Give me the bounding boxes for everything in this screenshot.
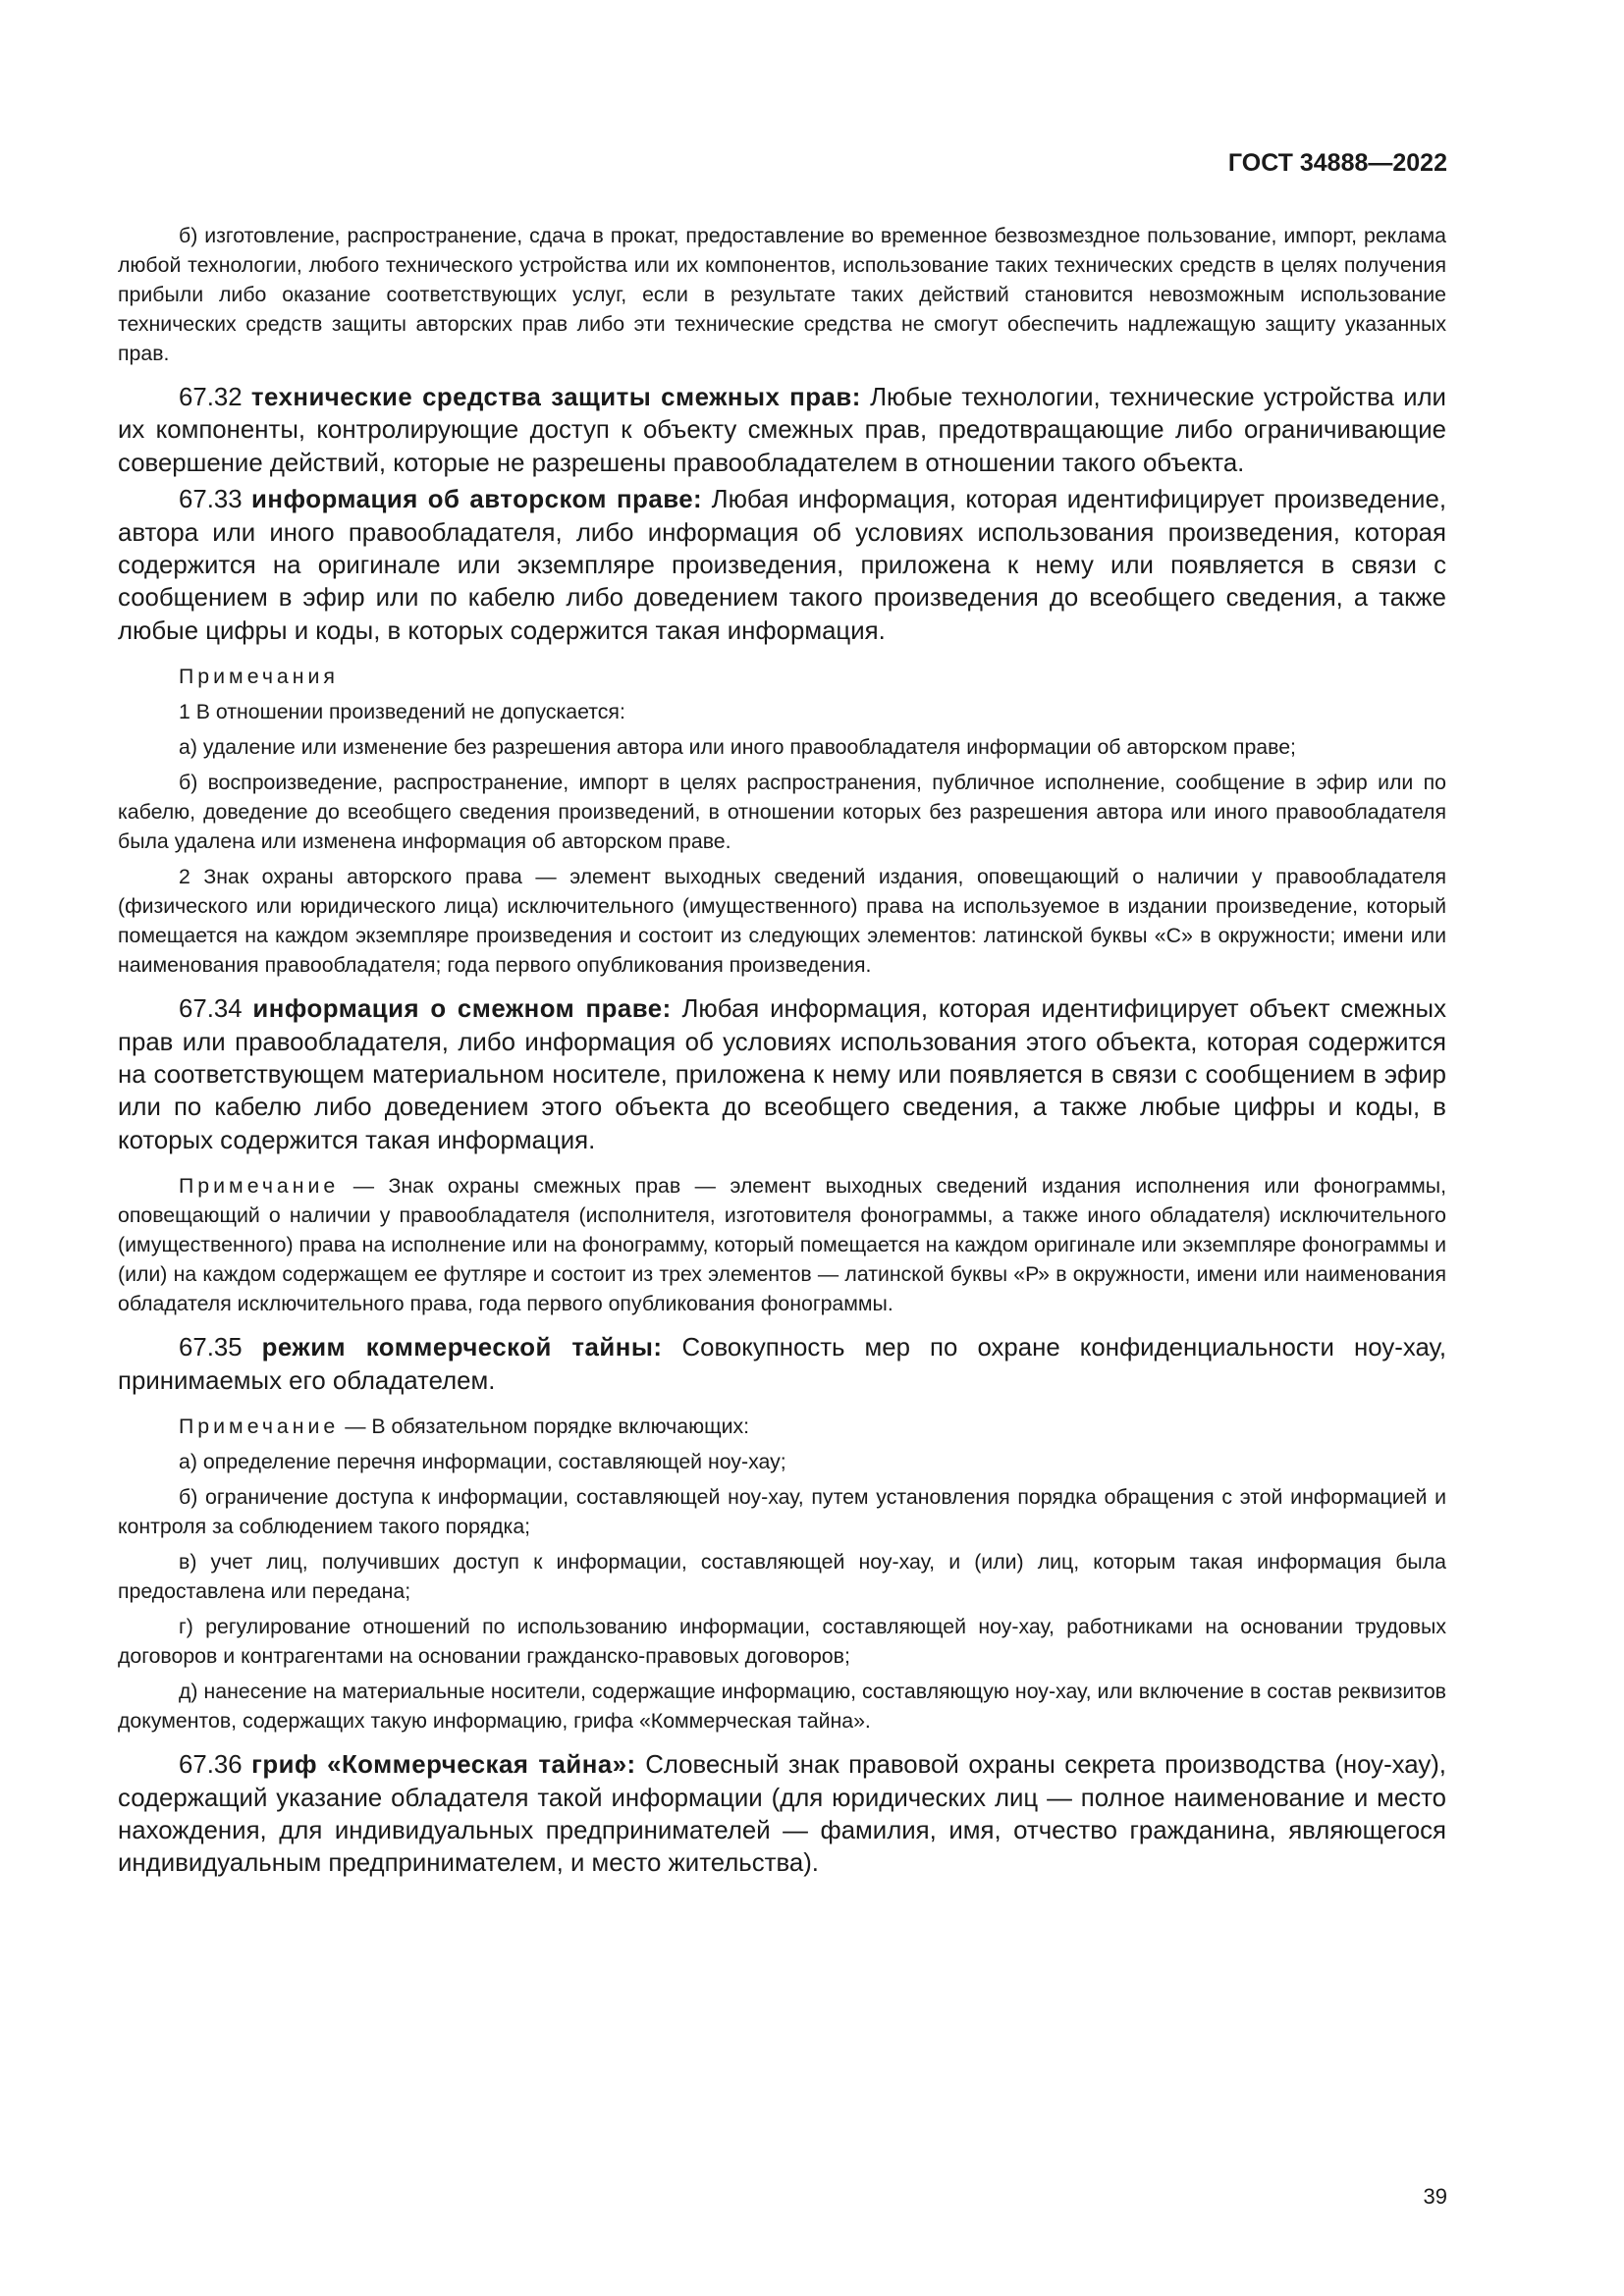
section-67-33 [118,484,1446,648]
note-1-item-b: б) воспроизведение, распространение, импорт в целях распространения, публичное исполнение, сообщение в эфир или по кабелю, доведение до всеобщего сведения произведений, в отношении которых без разрешения автора или иного правообладателя была удалена или изменена информация об авторском праве. [118,771,1446,854]
term-heading: режим коммерческой тайны: [261,1334,663,1362]
section-67-35 [118,1332,1446,1398]
section-number: 67.34 [179,995,253,1024]
term-heading: информация об авторском праве: [251,486,703,514]
definition-text: Любая информация, которая идентифицирует произведение, автора или иного правообладателя, либо информация об условиях использования произведения, которая содержится на оригинале или экземпляре произведения, приложена к нему или появляется в связи с сообщением в эфир или по кабелю либо доведением такого произведения до всеобщего сведения, а также любые цифры и коды, в которых содержится такая информация. [118,486,1446,645]
note-1: 1 В отношении произведений не допускается: [179,700,625,724]
list-item: в) учет лиц, получивших доступ к информации, составляющей ноу-хау, и (или) лиц, которым такая информация была предоставлена или передана; [118,1550,1446,1604]
note-67-35 [118,1412,1446,1441]
section-number: 67.35 [179,1334,262,1362]
note-text: — В обязательном порядке включающих: [339,1415,750,1439]
page-number: 39 [1423,2184,1447,2209]
document-body [118,221,1446,1885]
list-item: д) нанесение на материальные носители, содержащие информацию, составляющую ноу-хау, или включение в состав реквизитов документов, содержащих такую информацию, грифа «Коммерческая тайна». [118,1680,1446,1734]
term-heading: гриф «Коммерческая тайна»: [251,1751,636,1780]
list-item: г) регулирование отношений по использованию информации, составляющей ноу-хау, работниками на основании трудовых договоров и контрагентами на основании гражданско-правовых договоров; [118,1615,1446,1669]
section-number: 67.36 [179,1751,252,1780]
note-2: 2 Знак охраны авторского права — элемент выходных сведений издания, оповещающий о наличии у правообладателя (физического или юридического лица) исключительного (имущественного) права на используемое в издании произведение, который помещается на каждом экземпляре произведения и состоит из следующих элементов: латинской буквы «С» в окружности; имени или наименования правообладателя; года первого опубликования произведения. [118,865,1446,978]
definition-text: Совокупность мер по охране конфиденциальности ноу-хау, принимаемых его обладателем. [118,1334,1446,1395]
note-label: Примечание [179,1174,340,1199]
definition-text: Словесный знак правовой охраны секрета производства (ноу-хау), содержащий указание обладателя такой информации (для юридических лиц — полное наименование и место нахождения, для индивидуальных предпринимателей — фамилия, имя, отчество гражданина, являющегося индивидуальным предпринимателем, и место жительства). [118,1751,1446,1878]
notes-label: Примечания [179,665,339,689]
definition-text: Любая информация, которая идентифицирует объект смежных прав или правообладателя, либо информация об условиях использования этого объекта, которая содержится на соответствующем материальном носителе, приложена к нему или появляется в связи с сообщением в эфир или по кабелю либо доведением этого объекта до всеобщего сведения, а также любые цифры и коды, в которых содержится такая информация. [118,995,1446,1154]
section-number: 67.32 [179,384,251,411]
definition-text: Любые технологии, технические устройства или их компоненты, контролирующие доступ к объекту смежных прав, предотвращающие либо ограничивающие совершение действий, которые не разрешены правообладателем в отношении такого объекта. [118,384,1446,477]
note-label: Примечание [179,1415,340,1439]
term-heading: информация о смежном праве: [252,995,672,1024]
term-heading: технические средства защиты смежных прав: [250,384,861,411]
list-item: а) определение перечня информации, составляющей ноу-хау; [179,1450,786,1474]
note-text: — Знак охраны смежных прав — элемент выходных сведений издания исполнения или фонограммы, оповещающий о наличии у правообладателя (исполнителя, изготовителя фонограммы, а также иного обладателя) исключительного (имущественного) права на исполнение или на фонограмму, который помещается на каждом оригинале или экземпляре фонограммы и (или) на каждом содержащем ее футляре и состоит из трех элементов — латинской буквы «Р» в окружности, имени или наименования обладателя исключительного права, года первого опубликования фонограммы. [118,1174,1446,1316]
section-number: 67.33 [179,486,252,514]
notes-heading [118,662,1446,691]
note-67-34 [118,1171,1446,1318]
note-1-item-a: а) удаление или изменение без разрешения автора или иного правообладателя информации об авторском праве; [179,735,1296,760]
list-item: б) ограничение доступа к информации, составляющей ноу-хау, путем установления порядка обращения с этой информацией и контроля за соблюдением такого порядка; [118,1485,1446,1539]
section-67-32 [118,382,1446,480]
section-67-34 [118,993,1446,1157]
section-67-36 [118,1749,1446,1881]
document-header: ГОСТ 34888—2022 [1227,149,1447,177]
clause-b-paragraph: б) изготовление, распространение, сдача в прокат, предоставление во временное безвозмездное пользование, импорт, реклама любой технологии, любого технического устройства или их компонентов, использование таких технических средств в целях получения прибыли либо оказание соответствующих услуг, если в результате таких действий становится невозможным использование технических средств защиты авторских прав либо эти технические средства не смогут обеспечить надлежащую защиту указанных прав. [118,224,1446,365]
